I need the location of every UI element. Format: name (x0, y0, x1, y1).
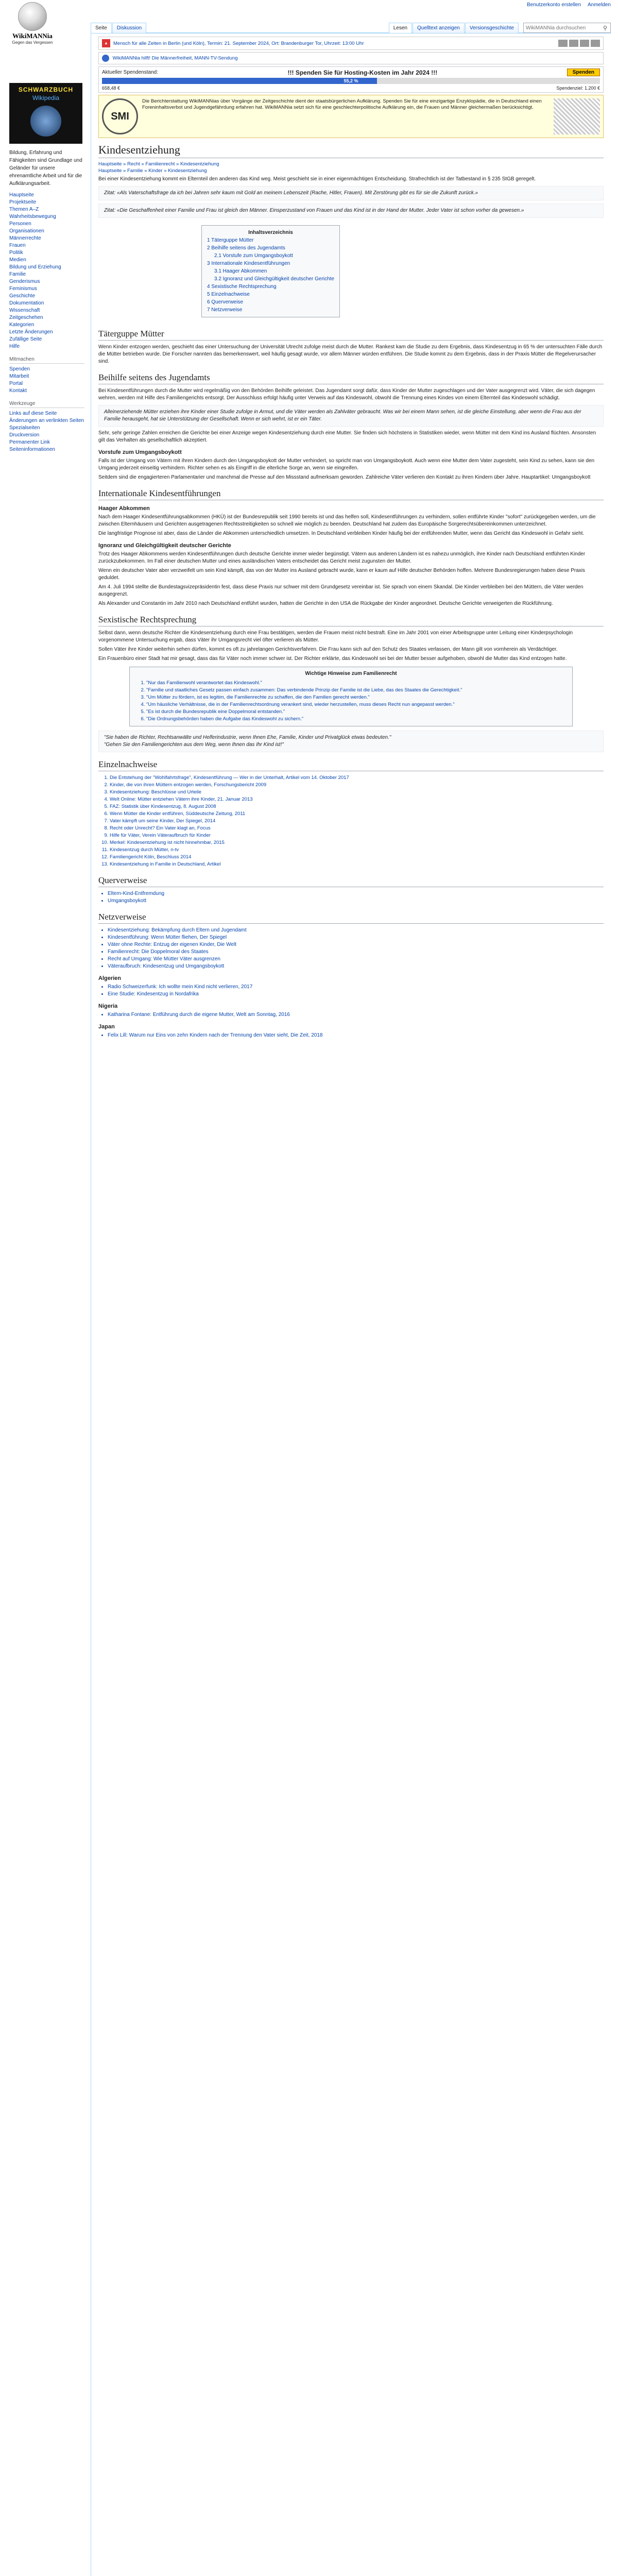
sidebar-tool-item[interactable]: Druckversion (9, 432, 40, 438)
tab-discussion[interactable]: Diskussion (112, 23, 146, 33)
banner-line1: SCHWARZBUCH (18, 86, 74, 93)
notes-item: 1. "Nur das Familienwohl verantwortet das Kindeswohl." (146, 680, 567, 687)
toc-item[interactable]: 2.1 Vorstufe zum Umgangsboykott (214, 253, 293, 259)
paragraph: Wenn ein deutscher Vater aber verzweifelt um sein Kind kämpft, das von der Mutter ins Ausland gebracht wurde, kann er kaum auf Hilfe deutscher Behörden hoffen. Mehrere Bundesregierungen haben diese Praxis geduldet. (98, 568, 585, 581)
sidebar-nav-item[interactable]: Kategorien (9, 322, 35, 328)
site-logo[interactable] (9, 2, 56, 45)
page-tabs (91, 21, 611, 33)
paragraph: Trotz des Haager Abkommens werden Kindesentführungen durch deutsche Gerichte immer wieder begünstigt. Vätern aus anderen Ländern ist es nahezu unmöglich, ihre Kinder nach Deutschland entführten Kinder zurückzubekommen. Im Fall einer deutschen Mutter und eines ausländischen Vaters entscheidet das Gericht meist zugunsten der Mutter. (98, 551, 586, 564)
donation-amount: 658,48 € (102, 86, 121, 91)
tab-page[interactable]: Seite (91, 23, 112, 33)
reference-item[interactable]: 9. Hilfe für Väter, Verein Väteraufbruch für Kinder (110, 832, 604, 839)
reference-item[interactable]: 3. Kindesentziehung: Beschlüsse und Urteile (110, 789, 604, 796)
sidebar-nav-item[interactable]: Organisationen (9, 228, 44, 234)
create-account-link[interactable]: Benutzerkonto erstellen (527, 2, 581, 8)
sidebar-nav-item[interactable]: Letzte Änderungen (9, 329, 53, 335)
paragraph: Falls ist der Umgang von Vätern mit ihren Kindern durch den Umgangsboykott der Mutter verhindert, so spricht man von Umgangsboykott. Auch wenn eine Mutter dem Vater zugesteht, sein Kind zu sehen, kann sie den Umgang jederzeit einseitig verhindern. Richter sehen es als Eingriff in die elterliche Sorge an, wenn sie eingreifen. (98, 458, 595, 471)
external-links-list (98, 927, 604, 970)
reference-item[interactable]: 13. Kindesentziehung in Familie in Deutschland, Artikel (110, 861, 604, 868)
smi-info-box (98, 95, 604, 138)
subsection-heading: Ignoranz und Gleichgültigkeit deutscher Gerichte (98, 543, 231, 549)
external-link[interactable]: • Felix Lill: Warum nur Eins von zehn Kindern nach der Trennung den Vater sieht, Die Zeit, 2018 (108, 1032, 604, 1039)
paragraph: Sollen Väter ihre Kinder weiterhin sehen dürfen, kommt es oft zu jahrelangen Gerichtsverfahren. Die Frau kann sich auf den Schutz des Staates verlassen, der Mann gilt von vornherein als Verdächtiger. (98, 647, 558, 652)
sidebar-nav-item[interactable]: Projektseite (9, 199, 37, 205)
notes-item: 4. "Um häusliche Verhältnisse, die in der Familienrechtsordnung verankert sind, wieder herzustellen, muss dieses Recht nun angepasst werden." (146, 701, 567, 708)
sidebar-nav-item[interactable]: Hauptseite (9, 192, 34, 198)
external-link[interactable]: • Katharina Fontane: Entführung durch die eigene Mutter, Welt am Sonntag, 2016 (108, 1011, 604, 1019)
sidebar-mitmachen (9, 366, 84, 395)
references-list (98, 774, 604, 868)
smi-logo: SMI (102, 98, 138, 134)
donation-progress-bar (102, 78, 600, 84)
sidebar-tool-item[interactable]: Änderungen an verlinkten Seiten (9, 418, 84, 423)
tab-view-source[interactable]: Quelltext anzeigen (413, 23, 465, 33)
paragraph: Nach dem Haager Kindesentführungsabkommen (HKÜ) ist der Bundesrepublik seit 1990 bereits ist und das helfen soll, Kindesentführungen zu verhindern, sollen entführte Kinder "sofort" zurückgegeben werden, um die zwischen Elternhäusern und Gerichten ausgetragenen Rechtsstreitigkeiten so schnell wie möglich zu beenden. Deutschland hat zudem das Europäische Sorgerechtsübereinkommen unterzeichnet. (98, 514, 596, 527)
paragraph: Ein Frauenbüro einer Stadt hat mir gesagt, dass das für Väter noch immer schwer ist. Der Richter erklärte, das Kindeswohl sei bei der Mutter besser aufgehoben, obwohl die Mutter das Kind entzogen hatte. (98, 656, 567, 662)
toc-item[interactable]: 3.2 Ignoranz und Gleichgültigkeit deutscher Gerichte (214, 276, 334, 282)
see-also-link[interactable]: • Eltern-Kind-Entfremdung (108, 890, 604, 897)
external-link[interactable]: • Väter ohne Rechte: Entzug der eigenen Kinder, Die Welt (108, 941, 604, 948)
external-link[interactable]: • Familienrecht: Die Doppelmoral des Staates (108, 948, 604, 956)
page-title: Kindesentziehung (98, 143, 604, 158)
see-also-link[interactable]: • Umgangsboykott (108, 897, 604, 905)
reference-item[interactable]: 6. Wenn Mütter die Kinder entführen, Süddeutsche Zeitung, 2011 (110, 810, 604, 818)
sidebar-nav-item[interactable]: Dokumentation (9, 300, 44, 306)
sidebar-heading-werkzeuge: Werkzeuge (9, 401, 84, 408)
reference-item[interactable]: 5. FAZ: Statistik über Kindesentzug, 8. August 2008 (110, 803, 604, 810)
tab-history[interactable]: Versionsgeschichte (465, 23, 519, 33)
sidebar-nav-item[interactable]: Wissenschaft (9, 308, 40, 313)
notes-item: 3. "Um Mütter zu fördern, ist es legitim, die Familienrechte zu schaffen, die den Familien gerecht werden." (146, 694, 567, 701)
reference-item[interactable]: 12. Familiengericht Köln, Beschluss 2014 (110, 854, 604, 861)
sidebar-nav-item[interactable]: Männerrechte (9, 235, 41, 241)
toc-item[interactable]: 3.1 Haager Abkommen (214, 268, 267, 274)
section-heading: Querverweise (98, 875, 604, 887)
external-link[interactable]: • Kindesentführung: Wenn Mütter fliehen, Der Spiegel (108, 934, 604, 941)
paragraph: Bei Kindesentführungen durch die Mutter wird regelmäßig von den Behörden Beihilfe geleistet. Das Jugendamt sorgt dafür, dass Kinder der Mutter zugeschlagen und der Vater ausgegrenzt wird. Väter, die sich dagegen wehren, werden mit Hilfe des Familiengerichts entsorgt. Der Ausschluss erfolgt häufig unter Verweis auf das Kindeswohl, obwohl die Trennung eines Kindes von einem Elternteil das Kindeswohl schädigt. (98, 388, 595, 401)
banner-line2: Wikipedia (32, 94, 60, 101)
sidebar (0, 80, 89, 453)
donation-percent: 55,2 % (344, 78, 358, 83)
section-heading: Täterguppe Mütter (98, 329, 604, 341)
sidebar-tool-item[interactable]: Seiteninformationen (9, 447, 55, 452)
breadcrumb[interactable]: Hauptseite » Recht » Familienrecht » Kindesentziehung (98, 161, 219, 167)
toc-title: Inhaltsverzeichnis (248, 230, 293, 235)
sidebar-nav-item[interactable]: Genderismus (9, 279, 40, 284)
main-content (91, 33, 611, 2576)
paragraph: Wenn Kinder entzogen werden, geschieht das einer Untersuchung der Universität Utrecht zufolge meist durch die Mutter. Rankest kam die Studie zu dem Ergebnis, dass Kindesentzug in 65 % der untersuchten Fälle durch die Mütter betrieben wurde. Die Forscher nannten das bemerkenswert, weil häufig gesagt wurde, vor allem Männer würden entführen. Die Studie kommt zu dem Ergebnis, dass in der Praxis Mütter die Regelverursacher sind. (98, 344, 603, 364)
logo-tagline: Gegen das Vergessen (12, 40, 53, 45)
reference-item[interactable]: 1. Die Entstehung der "Wohlfahrtsfrage", Kindesentführung — Wer in der Unterhalt, Artikel vom 14. Oktober 2017 (110, 774, 604, 782)
mann-tv-text[interactable]: WikiMANNia hilft! Die Männerfreiheit, MANN-TV-Sendung (112, 55, 238, 61)
donation-label: Aktueller Spendenstand: (102, 70, 158, 75)
sidebar-mitmachen-item[interactable]: Mitarbeit (9, 374, 29, 379)
reference-item[interactable]: 8. Recht oder Unrecht? Ein Vater klagt an, Focus (110, 825, 604, 832)
search-box (523, 23, 611, 33)
quote-box: Zitat: «Die Geschaffenheit einer Familie und Frau ist gleich den Männer. Einsperzustand von Frauen und das Kind ist in der Hand der Mutter. Jeder Vater ist schon vorher da gewesen.» (98, 204, 604, 218)
quote-box: "Sie haben die Richter, Rechtsanwälte und Helferindustrie, wenn Ihnen Ehe, Familie, Kinder und Privatglück etwas bedeuten." "Gehen Sie den Familiengerichten aus dem Weg, wenn Ihnen das Ihr Kind ist!" (98, 731, 604, 752)
top-bar (0, 0, 618, 16)
sidebar-nav-item[interactable]: Hilfe (9, 344, 20, 349)
donation-goal: Spendenziel: 1.200 € (556, 86, 600, 91)
see-also-list (98, 890, 604, 905)
notes-item: 2. "Familie und staatliches Gesetz passen einfach zusammen: Das verbindende Prinzip der Familie ist die Liebe, das des Staates die Gerechtigkeit." (146, 687, 567, 694)
paragraph: Selbst dann, wenn deutsche Richter die Kindesentziehung durch eine Frau bestätigen, werden die Frauen meist nicht bestraft. Eine im Jahr 2001 von einer Arbeitsgruppe unter Leitung einer Kinderpsychologin vorgenommene Untersuchung ergab, dass Väter ihr Umgangsrecht viel öfter verlieren als Mütter. (98, 630, 573, 643)
donation-box (98, 66, 604, 93)
toc-item[interactable]: 2 Beihilfe seitens des Jugendamts (207, 245, 285, 251)
paragraph: Als Alexander und Constantin im Jahr 2010 nach Deutschland entführt wurden, hatten die Gerichte in den USA die Rückgabe der Kinder angeordnet. Deutsche Gerichte verweigerten die Rückführung. (98, 601, 553, 606)
toc-item[interactable]: 6 Querverweise (207, 299, 244, 305)
event-notice (98, 37, 604, 50)
notes-box-title: Wichtige Hinweise zum Familienrecht (305, 671, 397, 676)
sidebar-portal-text: Bildung, Erfahrung und Fähigkeiten sind Grundlage und Geländer für unsere ehrenamtliche Arbeit und für die Aufklärungsarbeit. (9, 150, 82, 187)
smi-text: Die Berichterstattung WikiMANNias über Vorgänge der Zeitgeschichte dient der staatsbürgerlichen Aufklärung. Spenden Sie für eine einzigartige Enzyklopädie, die in Deutschland einen Foreninhaltsverbot und Jugendgefährdung erfahren hat. WikiMANNia setzt sich für eine geschlechterpolitische Aufklärung ein, die Frauen und Männer gleichermaßen berücksichtigt. (142, 98, 542, 110)
sidebar-heading-mitmachen: Mitmachen (9, 357, 84, 364)
sidebar-nav-item[interactable]: Personen (9, 221, 31, 227)
paragraph: Die langfristige Prognose ist aber, dass die Länder die Abkommen unterschiedlich umsetzen. In Deutschland verbleiben Kinder häufig bei der entführenden Mutter, wenn das Gericht das Kindeswohl in Gefahr sieht. (98, 531, 585, 536)
reference-item[interactable]: 10. Merkel: Kindesentziehung ist nicht hinnehmbar, 2015 (110, 839, 604, 846)
section-heading: Netzverweise (98, 912, 604, 924)
sidebar-nav-item[interactable]: Zeitgeschehen (9, 315, 43, 320)
section-heading: Internationale Kindesentführungen (98, 488, 604, 500)
external-link[interactable]: • Eine Studie: Kindesentzug in Nordafrika (108, 991, 604, 998)
section-heading: Sexistische Rechtsprechung (98, 615, 604, 626)
reference-item[interactable]: 7. Vater kämpft um seine Kinder, Der Spiegel, 2014 (110, 818, 604, 825)
sidebar-nav-item[interactable]: Themen A–Z (9, 207, 39, 212)
toc-item[interactable]: 3 Internationale Kindesentführungen (207, 261, 290, 266)
subsection-heading: Haager Abkommen (98, 505, 150, 512)
sidebar-nav-item[interactable]: Wahrheitsbewegung (9, 214, 56, 219)
tab-read[interactable]: Lesen (389, 23, 412, 33)
sidebar-werkzeuge (9, 410, 84, 453)
sidebar-tool-item[interactable]: Permanenter Link (9, 439, 50, 445)
sidebar-tool-item[interactable]: Links auf diese Seite (9, 411, 57, 416)
paragraph: Seitdem sind die engagierteren Parlamentarier und manchmal die Presse auf den Missstand aufmerksam geworden. Zahlreiche Väter verlieren den Kontakt zu ihren Kindern über Jahre. Hauptartikel: Umgangsboykott (98, 474, 591, 480)
subsection-heading: Nigeria (98, 1003, 118, 1009)
paragraph: Am 4. Juli 1994 stellte die Bundestagsvizepräsidentin fest, dass diese Praxis nur schwer mit dem Grundgesetz vereinbar ist. Sie sprach von einem Skandal. Die Kinder verbleiben bei den Müttern, die Väter werden ausgegrenzt. (98, 584, 583, 597)
sidebar-mitmachen-item[interactable]: Spenden (9, 366, 30, 372)
subsection-heading: Vorstufe zum Umgangsboykott (98, 449, 182, 455)
notes-box (129, 667, 573, 726)
personal-tools (522, 2, 611, 8)
search-icon[interactable]: ⚲ (603, 25, 608, 31)
reference-item[interactable]: 4. Welt Online: Mütter entziehen Vätern ihre Kinder, 21. Januar 2013 (110, 796, 604, 803)
sidebar-nav-item[interactable]: Geschichte (9, 293, 36, 299)
event-notice-text[interactable]: Mensch für alle Zeiten in Berlin (und Köln), Termin: 21. September 2024, Ort: Brandenburger Tor, Uhrzeit: 13:00 Uhr (113, 40, 364, 46)
sidebar-mitmachen-item[interactable]: Kontakt (9, 388, 27, 394)
sidebar-nav-item[interactable]: Medien (9, 257, 26, 263)
table-of-contents (201, 225, 340, 317)
external-link[interactable]: • Recht auf Umgang: Wie Mütter Väter ausgrenzen (108, 956, 604, 963)
sidebar-mitmachen-item[interactable]: Portal (9, 381, 23, 386)
paragraph: Sehr, sehr geringe Zahlen erreichen die Gerichte bei einer Anzeige wegen Kindesentziehung durch eine Mutter. Sie finden sich höchstens in Statistiken wieder, wenn Mütter mit dem Kind ins Ausland flüchten. Ansonsten gilt das Verhalten als gesellschaftlich akzeptiert. (98, 430, 596, 443)
schwarzbuch-banner[interactable] (9, 83, 82, 144)
quote-box: Zitat: «Als Vaterschaftsfrage da ich bei Jahren sehr kaum mit Gold an meinem Lebenszeit (Rache, Hitler, Frauen). Mit Zerstörung gibt es für sie die Zukunft zurück.» (98, 186, 604, 200)
toc-item[interactable]: 5 Einzelnachweise (207, 292, 250, 297)
external-link[interactable]: • Radio Schweizerfunk: Ich wollte mein Kind nicht verlieren, 2017 (108, 984, 604, 991)
logo-globe-icon (18, 2, 47, 31)
banner-image (30, 106, 61, 137)
toc-item[interactable]: 4 Sexistische Rechtsprechung (207, 284, 277, 290)
section-heading: Beihilfe seitens des Jugendamts (98, 372, 604, 384)
section-heading: Einzelnachweise (98, 759, 604, 771)
sidebar-tool-item[interactable]: Spezialseiten (9, 425, 40, 431)
sidebar-nav-item[interactable]: Feminismus (9, 286, 37, 292)
subsection-heading: Japan (98, 1024, 115, 1030)
sidebar-nav-item[interactable]: Frauen (9, 243, 26, 248)
sidebar-nav-item[interactable]: Zufällige Seite (9, 336, 42, 342)
donate-button[interactable]: Spenden (567, 69, 600, 76)
external-link[interactable]: • Väteraufbruch: Kindesentzug und Umgangsboykott (108, 963, 604, 970)
mann-tv-notice (98, 52, 604, 64)
sidebar-nav-item[interactable]: Bildung und Erziehung (9, 264, 61, 270)
smi-illustration (554, 98, 600, 134)
sidebar-nav-item[interactable]: Politik (9, 250, 23, 256)
subsection-heading: Algerien (98, 975, 122, 981)
toc-item[interactable]: 7 Netzverweise (207, 307, 243, 313)
sidebar-nav-item[interactable]: Familie (9, 272, 26, 277)
logo-name: WikiMANNia (12, 32, 53, 40)
reference-item[interactable]: 11. Kindesentzug durch Mütter, n-tv (110, 846, 604, 854)
login-link[interactable]: Anmelden (587, 2, 611, 8)
reference-item[interactable]: 2. Kinder, die von ihren Müttern entzogen werden, Forschungsbericht 2009 (110, 782, 604, 789)
calendar-icon: ▲ (102, 39, 110, 47)
intro-paragraph: Bei einer Kindesentziehung kommt ein Elternteil den anderen das Kind weg. Meist geschieht sie in einer eigenmächtigen Entscheidung. Strafrechtlich ist der Tatbestand in § 235 StGB geregelt. (98, 176, 536, 182)
notice-badges (558, 40, 600, 47)
notes-item: 5. "Es ist durch die Bundesrepublik eine Doppelmoral entstanden." (146, 708, 567, 716)
search-input[interactable] (524, 23, 600, 32)
toc-item[interactable]: 1 Täterguppe Mütter (207, 238, 254, 243)
notes-item: 6. "Die Ordnungsbehörden haben die Aufgabe das Kindeswohl zu sichern." (146, 716, 567, 723)
breadcrumb[interactable]: Hauptseite » Familie » Kinder » Kindesentziehung (98, 168, 207, 174)
info-icon (102, 55, 109, 62)
donation-title: !!! Spenden Sie für Hosting-Kosten im Jahr 2024 !!! (287, 69, 438, 76)
external-link[interactable]: • Kindesentziehung: Bekämpfung durch Eltern und Jugendamt (108, 927, 604, 934)
quote-box: Alleinerziehende Mütter erziehen ihre Kinder einer Studie zufolge in Armut, und die Väter werden als Zahlväter gebraucht. Was wir bei einem Mann sehen, ist die gleiche Einstellung, aber wenn die Frau aus der Familie herausgeht, hat sie Unterstützung der Gesellschaft. Wenn er sich wehrt, ist er ein Täter. (98, 405, 604, 427)
sidebar-nav (9, 192, 84, 350)
